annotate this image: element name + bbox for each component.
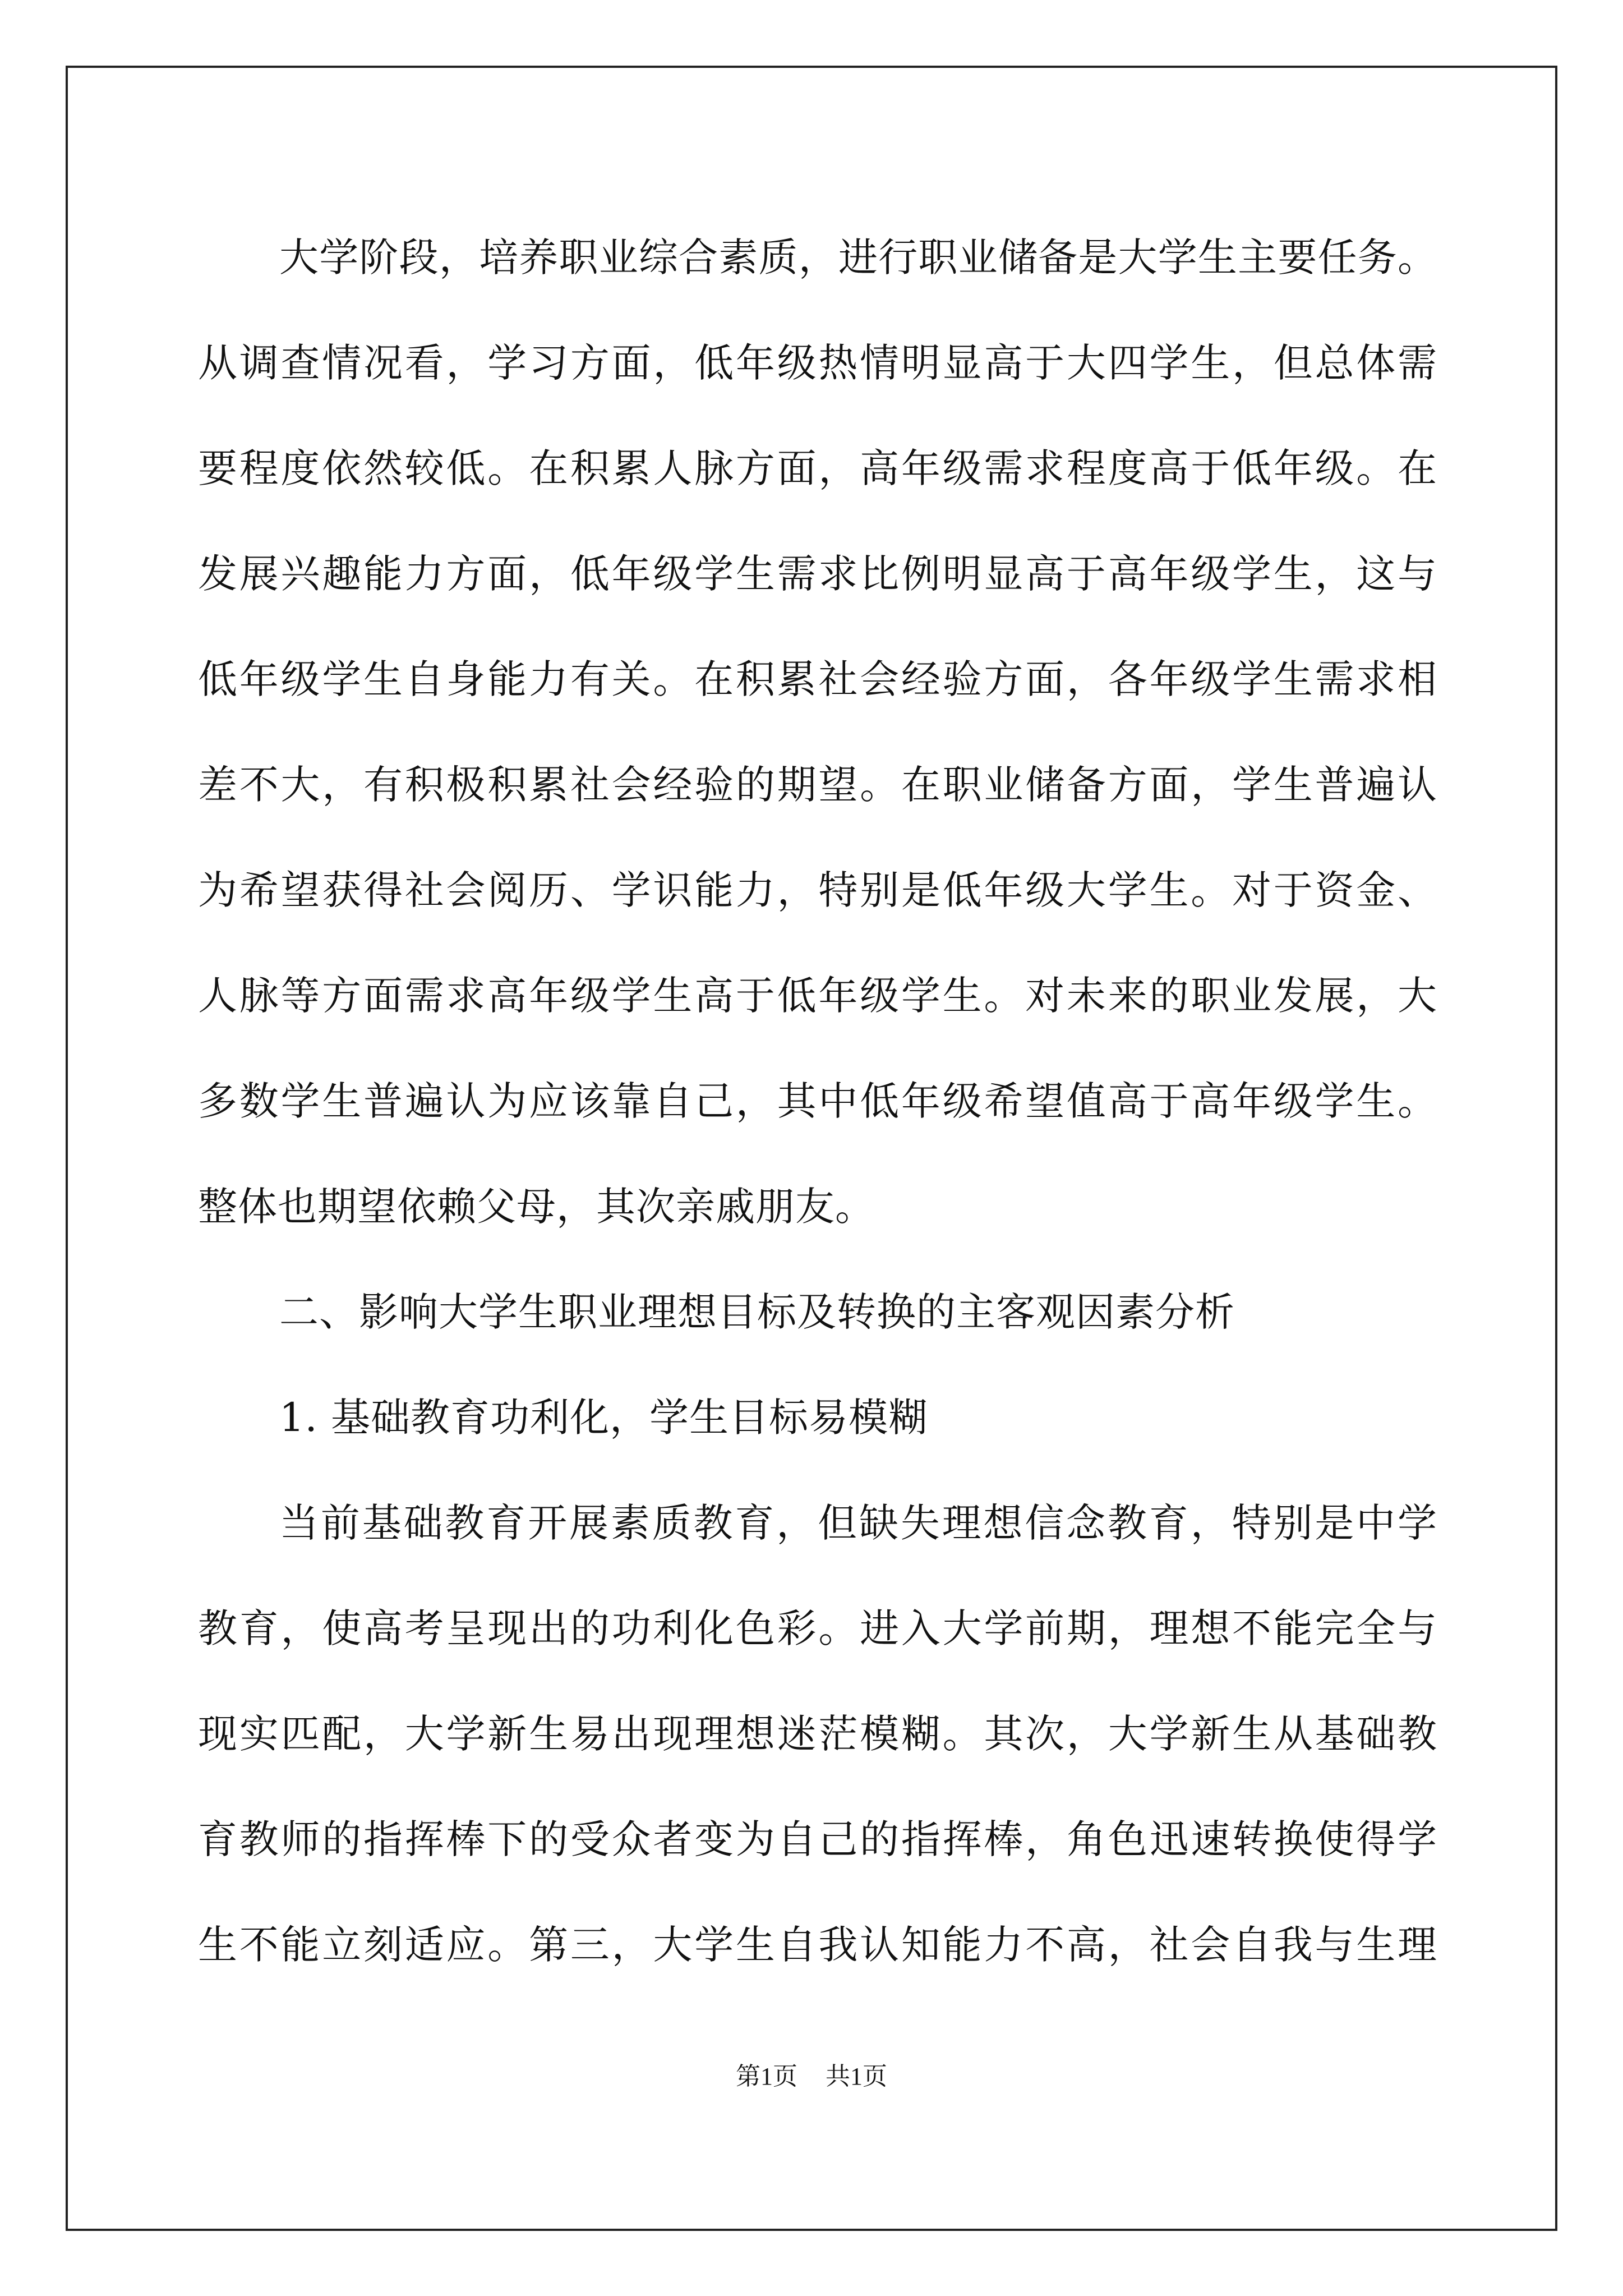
page-footer bbox=[0, 2060, 1623, 2093]
text-line: 人脉等方面需求高年级学生高于低年级学生。对未来的职业发展，大 bbox=[198, 973, 1437, 1019]
text-line: 生不能立刻适应。第三，大学生自我认知能力不高，社会自我与生理 bbox=[198, 1922, 1437, 1968]
text-line: 现实匹配，大学新生易出现理想迷茫模糊。其次，大学新生从基础教 bbox=[198, 1711, 1437, 1757]
text-line: 发展兴趣能力方面，低年级学生需求比例明显高于高年级学生，这与 bbox=[198, 551, 1437, 597]
text-line: 整体也期望依赖父母，其次亲戚朋友。 bbox=[198, 1184, 875, 1230]
text-line: 要程度依然较低。在积累人脉方面，高年级需求程度高于低年级。在 bbox=[198, 445, 1437, 491]
section-heading: 二、影响大学生职业理想目标及转换的主客观因素分析 bbox=[279, 1289, 1235, 1335]
text-line: 为希望获得社会阅历、学识能力，特别是低年级大学生。对于资金、 bbox=[198, 867, 1437, 913]
text-line: 多数学生普遍认为应该靠自己，其中低年级希望值高于高年级学生。 bbox=[198, 1078, 1437, 1124]
page-total: 共1页 bbox=[826, 2063, 887, 2090]
text-line: 当前基础教育开展素质教育，但缺失理想信念教育，特别是中学 bbox=[279, 1500, 1437, 1546]
document-body bbox=[198, 205, 1437, 1998]
subsection-heading: 1. 基础教育功利化，学生目标易模糊 bbox=[279, 1395, 929, 1441]
page-number: 第1页 bbox=[736, 2063, 797, 2090]
text-line: 低年级学生自身能力有关。在积累社会经验方面，各年级学生需求相 bbox=[198, 656, 1437, 702]
text-line: 教育，使高考呈现出的功利化色彩。进入大学前期，理想不能完全与 bbox=[198, 1605, 1437, 1651]
text-line: 从调查情况看，学习方面，低年级热情明显高于大四学生，但总体需 bbox=[198, 340, 1437, 386]
text-line: 差不大，有积极积累社会经验的期望。在职业储备方面，学生普遍认 bbox=[198, 762, 1437, 808]
text-line: 育教师的指挥棒下的受众者变为自己的指挥棒，角色迅速转换使得学 bbox=[198, 1816, 1437, 1862]
text-line: 大学阶段，培养职业综合素质，进行职业储备是大学生主要任务。 bbox=[279, 234, 1437, 280]
